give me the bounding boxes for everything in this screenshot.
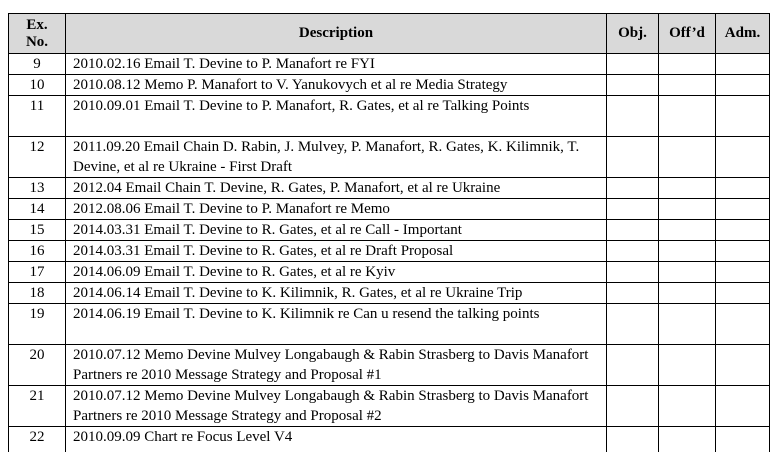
offd-cell [659,262,716,283]
table-row [9,345,770,386]
obj-cell [607,96,659,137]
header-adm: Adm. [716,14,770,54]
exhibit-description: 2012.08.06 Email T. Devine to P. Manafort re Memo [66,199,607,220]
header-description: Description [66,14,607,54]
header-ex-no [9,14,66,54]
header-obj: Obj. [607,14,659,54]
offd-cell [659,345,716,386]
table-row [9,262,770,283]
obj-cell [607,178,659,199]
offd-cell [659,75,716,96]
exhibit-number: 20 [9,345,66,386]
offd-cell [659,304,716,345]
exhibit-description: 2010.09.01 Email T. Devine to P. Manafort, R. Gates, et al re Talking Points [66,96,607,137]
adm-cell [716,199,770,220]
obj-cell [607,75,659,96]
adm-cell [716,54,770,75]
obj-cell [607,54,659,75]
offd-cell [659,178,716,199]
exhibit-number: 15 [9,220,66,241]
offd-cell [659,137,716,178]
exhibit-description: 2012.04 Email Chain T. Devine, R. Gates, P. Manafort, et al re Ukraine [66,178,607,199]
table-row [9,386,770,427]
adm-cell [716,304,770,345]
table-row [9,241,770,262]
adm-cell [716,283,770,304]
obj-cell [607,241,659,262]
offd-cell [659,241,716,262]
exhibit-description: 2014.03.31 Email T. Devine to R. Gates, et al re Call - Important [66,220,607,241]
exhibit-description: 2010.07.12 Memo Devine Mulvey Longabaugh & Rabin Strasberg to Davis Manafort Partners re 2010 Message Strategy and Proposal #1 [66,345,607,386]
table-row [9,427,770,452]
offd-cell [659,54,716,75]
exhibit-number: 10 [9,75,66,96]
exhibit-table [8,13,770,452]
adm-cell [716,241,770,262]
header-row [9,14,770,54]
adm-cell [716,220,770,241]
obj-cell [607,283,659,304]
obj-cell [607,427,659,452]
exhibit-description: 2014.06.14 Email T. Devine to K. Kilimnik, R. Gates, et al re Ukraine Trip [66,283,607,304]
header-offd: Off’d [659,14,716,54]
exhibit-number: 12 [9,137,66,178]
offd-cell [659,427,716,452]
adm-cell [716,178,770,199]
adm-cell [716,75,770,96]
table-row [9,75,770,96]
exhibit-description: 2011.09.20 Email Chain D. Rabin, J. Mulvey, P. Manafort, R. Gates, K. Kilimnik, T. Devine, et al re Ukraine - First Draft [66,137,607,178]
table-row [9,199,770,220]
adm-cell [716,137,770,178]
exhibit-number: 13 [9,178,66,199]
exhibit-description: 2014.06.09 Email T. Devine to R. Gates, et al re Kyiv [66,262,607,283]
table-row [9,137,770,178]
header-ex-line2: No. [25,33,49,50]
adm-cell [716,96,770,137]
exhibit-number: 21 [9,386,66,427]
exhibit-description: 2010.07.12 Memo Devine Mulvey Longabaugh & Rabin Strasberg to Davis Manafort Partners re 2010 Message Strategy and Proposal #2 [66,386,607,427]
exhibit-number: 11 [9,96,66,137]
exhibit-description: 2010.02.16 Email T. Devine to P. Manafort re FYI [66,54,607,75]
obj-cell [607,137,659,178]
exhibit-description: 2014.06.19 Email T. Devine to K. Kilimnik re Can u resend the talking points [66,304,607,345]
adm-cell [716,386,770,427]
adm-cell [716,427,770,452]
offd-cell [659,386,716,427]
exhibit-number: 19 [9,304,66,345]
exhibit-number: 22 [9,427,66,452]
obj-cell [607,345,659,386]
header-ex-line1: Ex. [26,16,48,33]
offd-cell [659,96,716,137]
adm-cell [716,262,770,283]
obj-cell [607,199,659,220]
exhibit-description: 2010.09.09 Chart re Focus Level V4 [66,427,607,452]
offd-cell [659,199,716,220]
exhibit-number: 17 [9,262,66,283]
exhibit-description: 2014.03.31 Email T. Devine to R. Gates, et al re Draft Proposal [66,241,607,262]
table-row [9,96,770,137]
offd-cell [659,220,716,241]
exhibit-number: 9 [9,54,66,75]
table-row [9,283,770,304]
exhibit-description: 2010.08.12 Memo P. Manafort to V. Yanukovych et al re Media Strategy [66,75,607,96]
exhibit-number: 16 [9,241,66,262]
table-row [9,54,770,75]
table-row [9,178,770,199]
exhibit-number: 18 [9,283,66,304]
obj-cell [607,386,659,427]
obj-cell [607,262,659,283]
exhibit-number: 14 [9,199,66,220]
table-row [9,220,770,241]
adm-cell [716,345,770,386]
offd-cell [659,283,716,304]
table-row [9,304,770,345]
obj-cell [607,304,659,345]
obj-cell [607,220,659,241]
